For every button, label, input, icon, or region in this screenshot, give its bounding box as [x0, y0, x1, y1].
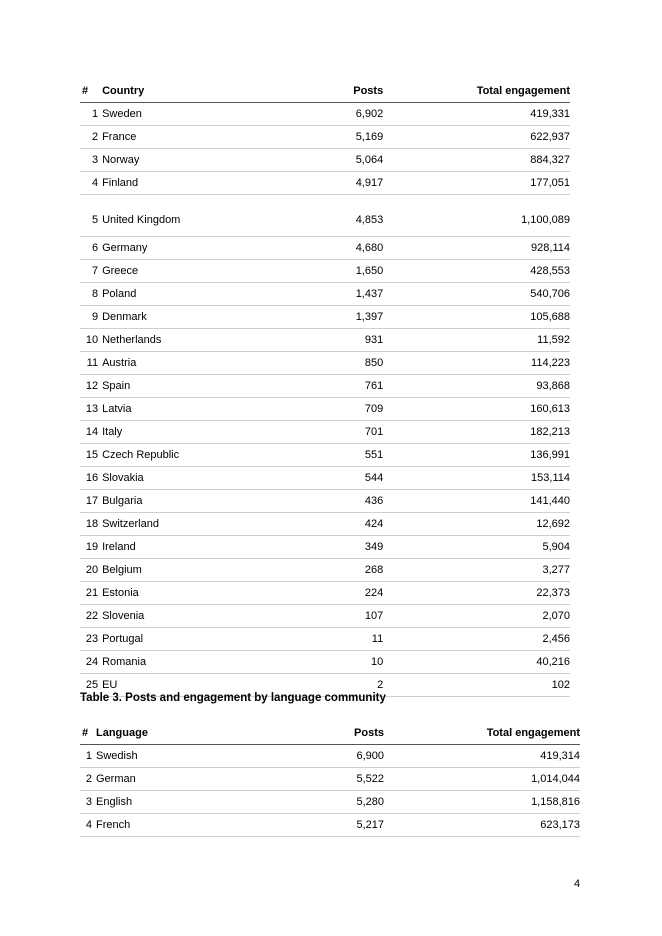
table-row	[80, 582, 570, 605]
table-row	[80, 329, 570, 352]
rank-cell: 3	[80, 149, 102, 172]
posts-cell: 5,064	[283, 149, 383, 172]
rank-cell: 19	[80, 536, 102, 559]
engagement-cell: 1,100,089	[383, 195, 570, 237]
rank-cell: 15	[80, 444, 102, 467]
posts-cell: 1,437	[283, 283, 383, 306]
rank-cell: 18	[80, 513, 102, 536]
name-cell: Portugal	[102, 628, 283, 651]
name-cell: Italy	[102, 421, 283, 444]
engagement-cell: 419,331	[383, 103, 570, 126]
table-row	[80, 745, 580, 768]
name-cell: Slovakia	[102, 467, 283, 490]
name-cell: Norway	[102, 149, 283, 172]
rank-cell: 5	[80, 195, 102, 237]
table-row	[80, 103, 570, 126]
country-header: Country	[102, 80, 283, 103]
table-row	[80, 605, 570, 628]
rank-cell: 2	[80, 126, 102, 149]
name-cell: Denmark	[102, 306, 283, 329]
rank-cell: 17	[80, 490, 102, 513]
engagement-cell: 40,216	[383, 651, 570, 674]
posts-header: Posts	[286, 722, 384, 745]
posts-cell: 436	[283, 490, 383, 513]
engagement-cell: 160,613	[383, 398, 570, 421]
engagement-cell: 622,937	[383, 126, 570, 149]
table-row	[80, 195, 570, 237]
posts-cell: 4,917	[283, 172, 383, 195]
table-row	[80, 375, 570, 398]
engagement-cell: 12,692	[383, 513, 570, 536]
table-row	[80, 352, 570, 375]
rank-cell: 22	[80, 605, 102, 628]
table-row	[80, 306, 570, 329]
posts-cell: 701	[283, 421, 383, 444]
engagement-cell: 623,173	[384, 814, 580, 837]
posts-cell: 10	[283, 651, 383, 674]
rank-cell: 1	[80, 745, 96, 768]
table-row	[80, 768, 580, 791]
table-row	[80, 467, 570, 490]
engagement-cell: 2,456	[383, 628, 570, 651]
engagement-cell: 105,688	[383, 306, 570, 329]
posts-cell: 2	[283, 674, 383, 697]
engagement-header: Total engagement	[384, 722, 580, 745]
rank-cell: 8	[80, 283, 102, 306]
name-cell: United Kingdom	[102, 195, 283, 237]
engagement-cell: 182,213	[383, 421, 570, 444]
posts-cell: 6,902	[283, 103, 383, 126]
posts-cell: 761	[283, 375, 383, 398]
engagement-cell: 1,158,816	[384, 791, 580, 814]
table-caption: Table 3. Posts and engagement by language community	[80, 692, 386, 704]
engagement-cell: 428,553	[383, 260, 570, 283]
table-row	[80, 559, 570, 582]
table-row	[80, 283, 570, 306]
rank-cell: 4	[80, 814, 96, 837]
language-header: Language	[96, 722, 286, 745]
rank-cell: 14	[80, 421, 102, 444]
name-cell: French	[96, 814, 286, 837]
posts-cell: 709	[283, 398, 383, 421]
name-cell: EU	[102, 674, 283, 697]
posts-cell: 349	[283, 536, 383, 559]
rank-cell: 9	[80, 306, 102, 329]
name-cell: Netherlands	[102, 329, 283, 352]
name-cell: German	[96, 768, 286, 791]
table-row	[80, 651, 570, 674]
rank-header: #	[80, 80, 102, 103]
name-cell: Ireland	[102, 536, 283, 559]
rank-cell: 21	[80, 582, 102, 605]
name-cell: Finland	[102, 172, 283, 195]
engagement-cell: 141,440	[383, 490, 570, 513]
name-cell: Romania	[102, 651, 283, 674]
engagement-cell: 22,373	[383, 582, 570, 605]
engagement-cell: 928,114	[383, 237, 570, 260]
rank-cell: 13	[80, 398, 102, 421]
country-table	[80, 80, 570, 697]
rank-cell: 20	[80, 559, 102, 582]
rank-cell: 6	[80, 237, 102, 260]
table-row	[80, 421, 570, 444]
engagement-cell: 177,051	[383, 172, 570, 195]
rank-cell: 3	[80, 791, 96, 814]
rank-cell: 25	[80, 674, 102, 697]
table-row	[80, 444, 570, 467]
posts-cell: 4,853	[283, 195, 383, 237]
language-table	[80, 722, 580, 837]
posts-header: Posts	[283, 80, 383, 103]
posts-cell: 4,680	[283, 237, 383, 260]
country-table-body	[80, 103, 570, 697]
posts-cell: 5,217	[286, 814, 384, 837]
name-cell: English	[96, 791, 286, 814]
engagement-cell: 2,070	[383, 605, 570, 628]
posts-cell: 424	[283, 513, 383, 536]
name-cell: Estonia	[102, 582, 283, 605]
engagement-cell: 102	[383, 674, 570, 697]
posts-cell: 850	[283, 352, 383, 375]
engagement-cell: 419,314	[384, 745, 580, 768]
table-row	[80, 814, 580, 837]
posts-cell: 5,169	[283, 126, 383, 149]
engagement-cell: 136,991	[383, 444, 570, 467]
table-row	[80, 398, 570, 421]
table-row	[80, 126, 570, 149]
name-cell: Sweden	[102, 103, 283, 126]
posts-cell: 544	[283, 467, 383, 490]
table-row	[80, 149, 570, 172]
name-cell: Slovenia	[102, 605, 283, 628]
page-number: 4	[574, 878, 581, 890]
engagement-cell: 540,706	[383, 283, 570, 306]
posts-cell: 107	[283, 605, 383, 628]
rank-cell: 1	[80, 103, 102, 126]
posts-cell: 224	[283, 582, 383, 605]
rank-cell: 2	[80, 768, 96, 791]
table-row	[80, 791, 580, 814]
name-cell: Germany	[102, 237, 283, 260]
engagement-cell: 884,327	[383, 149, 570, 172]
table-row	[80, 260, 570, 283]
rank-cell: 24	[80, 651, 102, 674]
language-table-body	[80, 745, 580, 837]
table-row	[80, 490, 570, 513]
name-cell: Latvia	[102, 398, 283, 421]
posts-cell: 1,397	[283, 306, 383, 329]
table-row	[80, 172, 570, 195]
name-cell: Spain	[102, 375, 283, 398]
name-cell: Swedish	[96, 745, 286, 768]
engagement-cell: 93,868	[383, 375, 570, 398]
table-header-row	[80, 722, 580, 745]
engagement-cell: 1,014,044	[384, 768, 580, 791]
name-cell: Czech Republic	[102, 444, 283, 467]
rank-cell: 12	[80, 375, 102, 398]
rank-cell: 10	[80, 329, 102, 352]
rank-cell: 11	[80, 352, 102, 375]
rank-cell: 16	[80, 467, 102, 490]
table-header-row	[80, 80, 570, 103]
name-cell: Bulgaria	[102, 490, 283, 513]
engagement-cell: 11,592	[383, 329, 570, 352]
engagement-cell: 5,904	[383, 536, 570, 559]
table-row	[80, 513, 570, 536]
engagement-cell: 3,277	[383, 559, 570, 582]
posts-cell: 5,280	[286, 791, 384, 814]
table-row	[80, 628, 570, 651]
name-cell: Belgium	[102, 559, 283, 582]
table-row	[80, 237, 570, 260]
name-cell: Greece	[102, 260, 283, 283]
engagement-header: Total engagement	[383, 80, 570, 103]
engagement-cell: 114,223	[383, 352, 570, 375]
rank-cell: 7	[80, 260, 102, 283]
table-row	[80, 536, 570, 559]
posts-cell: 1,650	[283, 260, 383, 283]
posts-cell: 551	[283, 444, 383, 467]
posts-cell: 6,900	[286, 745, 384, 768]
name-cell: Switzerland	[102, 513, 283, 536]
engagement-cell: 153,114	[383, 467, 570, 490]
name-cell: Austria	[102, 352, 283, 375]
posts-cell: 931	[283, 329, 383, 352]
rank-cell: 23	[80, 628, 102, 651]
posts-cell: 268	[283, 559, 383, 582]
posts-cell: 5,522	[286, 768, 384, 791]
name-cell: France	[102, 126, 283, 149]
posts-cell: 11	[283, 628, 383, 651]
rank-cell: 4	[80, 172, 102, 195]
name-cell: Poland	[102, 283, 283, 306]
rank-header: #	[80, 722, 96, 745]
